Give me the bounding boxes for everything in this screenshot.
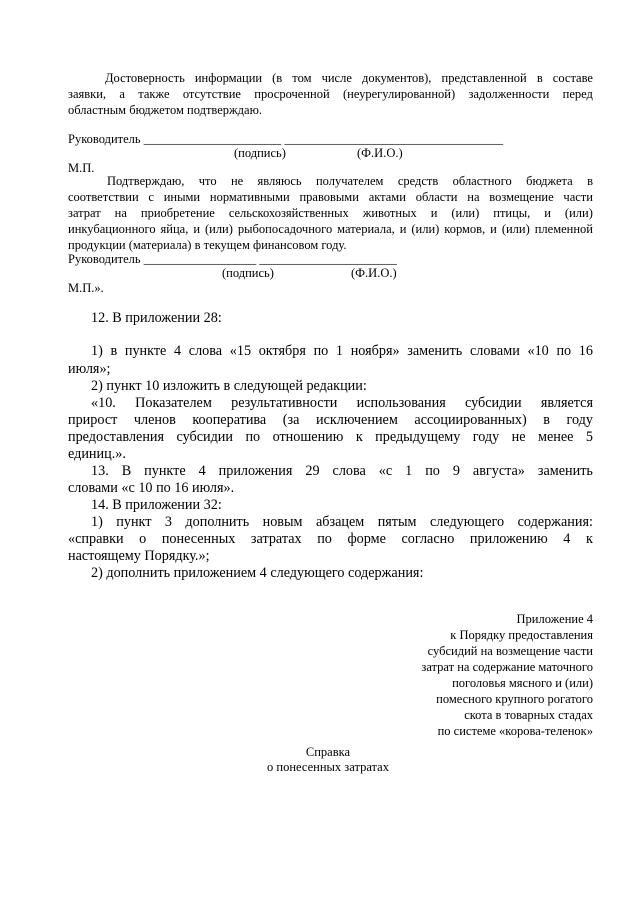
signature-caption: (подпись)	[222, 266, 274, 280]
word: 29	[305, 463, 320, 479]
word: не	[230, 174, 244, 188]
paragraph-line	[105, 72, 593, 85]
paragraph-line	[68, 430, 593, 444]
word: отсутствие	[182, 87, 241, 101]
word: прирост	[68, 412, 118, 428]
word: заявки,	[68, 87, 107, 101]
word: и	[544, 206, 551, 220]
appendix-header-line: помесного крупного рогатого	[436, 692, 593, 706]
stamp-place: М.П.	[68, 161, 95, 175]
item-12-heading: 12. В приложении 28:	[91, 310, 222, 326]
word: предоставления	[68, 429, 165, 445]
word: результативности	[231, 395, 338, 411]
word: заменить	[407, 343, 463, 359]
word: форме	[347, 531, 386, 547]
word: по	[313, 343, 329, 359]
word: субсидии	[176, 429, 233, 445]
fio-caption: (Ф.И.О.)	[357, 146, 403, 160]
appendix-header-line: к Порядку предоставления	[450, 628, 593, 642]
paragraph-line: июля»;	[68, 361, 111, 377]
word: пункт	[116, 514, 152, 530]
document-title: Справка	[305, 745, 351, 759]
appendix-header-line: затрат на содержание маточного	[421, 660, 593, 674]
word: «с	[378, 463, 393, 479]
word: птицы,	[493, 206, 531, 220]
word: пункте	[124, 343, 167, 359]
word: по	[317, 531, 332, 547]
appendix-header-line: по системе «корова-теленок»	[437, 724, 593, 738]
word: затратах	[250, 531, 302, 547]
word: на	[114, 206, 127, 220]
word: году	[472, 429, 500, 445]
word: августа»	[472, 463, 525, 479]
word: 1)	[91, 514, 103, 530]
word: в	[536, 71, 543, 85]
word: (или)	[564, 206, 593, 220]
word: согласно	[401, 531, 455, 547]
word: с	[148, 190, 154, 204]
word: 1)	[91, 343, 103, 359]
word: яйца,	[160, 222, 189, 236]
word: «15	[229, 343, 252, 359]
word: и	[193, 222, 201, 236]
word: исключением	[316, 412, 398, 428]
word: по	[245, 429, 261, 445]
paragraph-line	[68, 532, 593, 546]
word: (в	[272, 71, 283, 85]
paragraph-line: продукции (материала) в текущем финансовом году.	[68, 238, 347, 252]
word: в	[110, 343, 118, 359]
paragraph-line	[107, 175, 593, 188]
word: октября	[258, 343, 306, 359]
word: затрат	[68, 206, 101, 220]
paragraph-line: словами «с 10 по 16 июля».	[68, 480, 235, 496]
word: (или)	[501, 222, 530, 236]
word: в	[587, 174, 593, 188]
word: животных	[362, 206, 417, 220]
word: кооператива	[192, 412, 267, 428]
word: 9	[452, 463, 460, 479]
word: сельскохозяйственных	[228, 206, 349, 220]
word: понесенных	[161, 531, 236, 547]
signature-line: Руководитель ______________________ ___________________________________	[68, 132, 504, 146]
word: по	[556, 343, 572, 359]
word: области	[415, 190, 458, 204]
word: к	[355, 429, 363, 445]
word: приобретение	[140, 206, 215, 220]
word: году	[566, 412, 593, 428]
word: рыбопосадочного	[237, 222, 333, 236]
word: 3	[164, 514, 172, 530]
word: 4	[174, 343, 182, 359]
paragraph-line: 2) пункт 10 изложить в следующей редакции:	[91, 378, 367, 394]
appendix-header-line: субсидий на возмещение части	[427, 644, 593, 658]
word: к	[585, 531, 593, 547]
word: соответствии	[68, 190, 139, 204]
word: отношению	[272, 429, 344, 445]
paragraph-line	[68, 191, 593, 204]
word: ноября»	[350, 343, 400, 359]
signature-line: Руководитель __________________ ______________________	[68, 252, 397, 266]
word: том	[292, 71, 312, 85]
paragraph-line	[91, 464, 593, 478]
word: материала,	[337, 222, 395, 236]
word: средств	[397, 174, 439, 188]
paragraph-line	[91, 344, 593, 358]
word: в	[543, 412, 550, 428]
word: Показателем	[135, 395, 212, 411]
word: абзацем	[315, 514, 365, 530]
paragraph-line: 2) дополнить приложением 4 следующего содержания:	[91, 565, 424, 581]
word: «10	[527, 343, 549, 359]
word: 1	[335, 343, 344, 359]
word: 4	[563, 531, 571, 547]
word: ассоциированных)	[414, 412, 527, 428]
word: слова	[332, 463, 366, 479]
word: областного	[452, 174, 512, 188]
word: и	[490, 222, 497, 236]
word: приложению	[469, 531, 548, 547]
word: документов),	[361, 71, 432, 85]
word: пятым	[377, 514, 417, 530]
word: 13.	[91, 463, 109, 479]
word: составе	[552, 71, 593, 85]
word: 5	[585, 429, 593, 445]
word: получателем	[315, 174, 384, 188]
word: 4	[198, 463, 206, 479]
word: задолженности	[468, 87, 550, 101]
word: (неурегулированной)	[343, 87, 456, 101]
word: менее	[537, 429, 574, 445]
word: содержания:	[517, 514, 593, 530]
appendix-header-line: скота в товарных стадах	[464, 708, 593, 722]
word: иными	[163, 190, 201, 204]
paragraph-line: областным бюджетом подтверждаю.	[68, 103, 263, 117]
word: Подтверждаю,	[107, 174, 185, 188]
word: дополнить	[185, 514, 250, 530]
word: на	[467, 190, 480, 204]
paragraph-line	[91, 396, 593, 410]
word: 1	[405, 463, 413, 479]
paragraph-line	[91, 515, 593, 529]
word: предыдущему	[375, 429, 461, 445]
word: актами	[368, 190, 406, 204]
word: приложения	[218, 463, 293, 479]
word: 16	[578, 343, 593, 359]
word: части	[563, 190, 593, 204]
paragraph-line: единиц.».	[68, 446, 126, 462]
paragraph-line: настоящему Порядку.»;	[68, 548, 210, 564]
word: (или)	[411, 222, 440, 236]
paragraph-line	[68, 207, 593, 220]
word: просроченной	[254, 87, 330, 101]
word: слова	[188, 343, 223, 359]
paragraph-line	[68, 223, 593, 236]
word: Достоверность	[105, 71, 185, 85]
signature-caption: (подпись)	[234, 146, 286, 160]
word: а	[119, 87, 125, 101]
paragraph-line	[68, 413, 593, 427]
word: заменить	[537, 463, 593, 479]
appendix-header-line: поголовья мясного и (или)	[452, 676, 593, 690]
word: правовыми	[299, 190, 359, 204]
word: числе	[321, 71, 352, 85]
word: и	[430, 206, 438, 220]
word: о	[139, 531, 147, 547]
word: субсидии	[465, 395, 522, 411]
word: возмещение	[489, 190, 554, 204]
word: являюсь	[257, 174, 302, 188]
word: использования	[356, 395, 446, 411]
stamp-place: М.П.».	[68, 281, 104, 295]
appendix-header-line: Приложение 4	[516, 612, 593, 626]
word: кормов,	[444, 222, 486, 236]
word: также	[138, 87, 170, 101]
word: что	[198, 174, 217, 188]
word: перед	[562, 87, 593, 101]
word: следующего	[429, 514, 505, 530]
word: В	[121, 463, 132, 479]
word: представленной	[441, 71, 527, 85]
word: (или)	[451, 206, 480, 220]
word: и	[399, 222, 407, 236]
word: бюджета	[526, 174, 573, 188]
fio-caption: (Ф.И.О.)	[351, 266, 397, 280]
word: членов	[133, 412, 176, 428]
word: племенной	[534, 222, 593, 236]
word: инкубационного	[68, 222, 156, 236]
word: не	[511, 429, 526, 445]
paragraph-line	[68, 88, 593, 101]
word: (или)	[204, 222, 233, 236]
word: «10.	[91, 395, 116, 411]
word: новым	[262, 514, 303, 530]
word: нормативными	[209, 190, 290, 204]
item-14-heading: 14. В приложении 32:	[91, 497, 222, 513]
word: (за	[282, 412, 300, 428]
word: «справки	[68, 531, 124, 547]
document-subtitle: о понесенных затратах	[267, 760, 389, 774]
word: пункте	[144, 463, 186, 479]
word: информации	[194, 71, 263, 85]
word: словами	[469, 343, 520, 359]
word: является	[540, 395, 593, 411]
word: по	[425, 463, 440, 479]
